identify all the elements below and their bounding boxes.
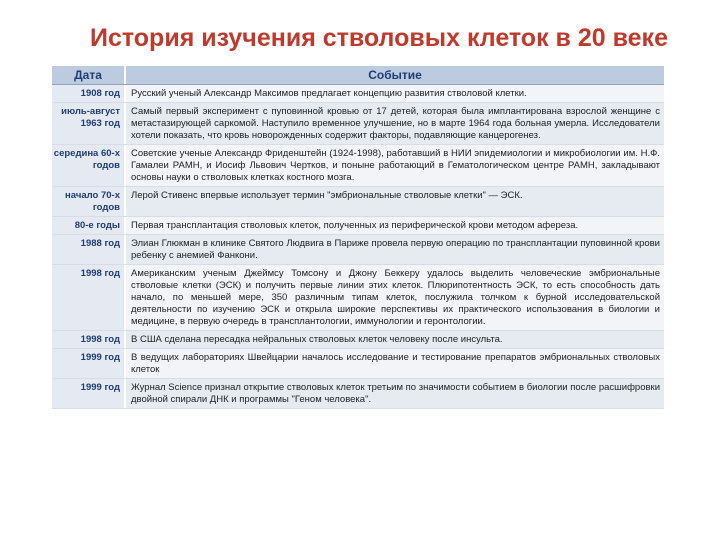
row-event: Советские ученые Александр Фриденштейн (1924-1998), работавший в НИИ эпидемиологии и микробиологии им. Н.Ф. Гамалеи РАМН, и Иосиф Львович Чертков, и поныне работающий в Гематологическом центре РАМН, закладывают основы науки о стволовых клетках костного мозга. <box>126 145 664 186</box>
history-table <box>52 66 664 409</box>
column-header-date: Дата <box>52 66 124 84</box>
row-date: 1999 год <box>52 379 124 408</box>
row-event: В ведущих лабораториях Швейцарии началось исследование и тестирование препаратов эмбриональных стволовых клеток <box>126 349 664 378</box>
table-row <box>52 217 664 235</box>
table-row <box>52 265 664 331</box>
row-event: В США сделана пересадка нейральных стволовых клеток человеку после инсульта. <box>126 331 664 348</box>
table-row <box>52 331 664 349</box>
table-row <box>52 349 664 379</box>
page-title: История изучения стволовых клеток в 20 веке <box>90 24 668 52</box>
column-header-event: Событие <box>126 66 664 84</box>
row-event: Русский ученый Александр Максимов предлагает концепцию развития стволовой клетки. <box>126 85 664 102</box>
row-date: 1998 год <box>52 265 124 330</box>
table-row <box>52 103 664 145</box>
row-event: Первая трансплантация стволовых клеток, полученных из периферической крови методом афереза. <box>126 217 664 234</box>
row-event: Лерой Стивенс впервые использует термин "эмбриональные стволовые клетки" — ЭСК. <box>126 187 664 216</box>
table-row <box>52 379 664 409</box>
table-body <box>52 85 664 409</box>
table-row <box>52 85 664 103</box>
table-row <box>52 235 664 265</box>
table-row <box>52 187 664 217</box>
table-header <box>52 66 664 85</box>
table-row <box>52 145 664 187</box>
row-event: Американским ученым Джеймсу Томсону и Джону Беккеру удалось выделить человеческие эмбриональные стволовые клетки (ЭСК) и получить первые линии этих клеток. Плюрипотентность ЭСК, то есть способность дать начало, по меньшей мере, 350 различным типам клеток, послужила толчком к бурной исследовательской деятельности по изучению ЭСК и открыла широкие перспективы их практического использования в биологии и медицине, в первую очередь в трансплантологии, иммунологии и геронтологии. <box>126 265 664 330</box>
row-date: 1998 год <box>52 331 124 348</box>
row-date: 1988 год <box>52 235 124 264</box>
row-event: Самый первый эксперимент с пуповинной кровью от 17 детей, которая была имплантирована взрослой женщине с метастазирующей саркомой. Наступило временное улучшение, но в марте 1964 года больная умерла. Исследователи хотели показать, что кровь новорожденных содержит факторы, подавляющие канцерогенез. <box>126 103 664 144</box>
row-date: июль-август 1963 год <box>52 103 124 144</box>
row-event: Журнал Science признал открытие стволовых клеток третьим по значимости событием в биологии после расшифровки двойной спирали ДНК и программы "Геном человека". <box>126 379 664 408</box>
row-date: 1999 год <box>52 349 124 378</box>
row-date: 80-е годы <box>52 217 124 234</box>
row-date: середина 60-х годов <box>52 145 124 186</box>
row-event: Элиан Глюкман в клинике Святого Людвига в Париже провела первую операцию по трансплантации пуповинной крови ребенку с анемией Фанкони. <box>126 235 664 264</box>
row-date: 1908 год <box>52 85 124 102</box>
row-date: начало 70-х годов <box>52 187 124 216</box>
